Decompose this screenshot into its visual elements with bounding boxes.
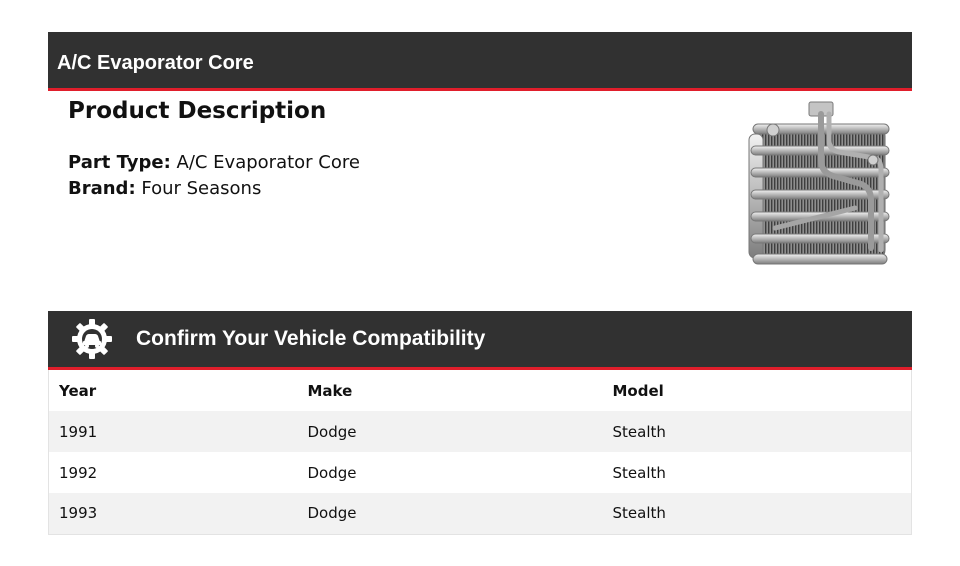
- gear-car-icon: [70, 317, 114, 361]
- table-header-row: [49, 370, 912, 411]
- table-row: [49, 411, 912, 452]
- year-cell: 1991: [59, 422, 98, 441]
- make-cell: Dodge: [307, 463, 357, 482]
- brand-row: [68, 176, 668, 202]
- year-cell: 1992: [59, 463, 98, 482]
- compatibility-table: [48, 370, 912, 535]
- year-cell: 1993: [59, 504, 98, 523]
- model-cell: Stealth: [612, 504, 666, 523]
- part-type-value: A/C Evaporator Core: [176, 152, 360, 173]
- part-type-label: Part Type:: [68, 152, 171, 173]
- compatibility-bar: [48, 311, 912, 370]
- brand-label: Brand:: [68, 178, 136, 199]
- column-header-model: Model: [612, 381, 664, 400]
- table-row: [49, 452, 912, 493]
- column-header-make: Make: [307, 381, 353, 400]
- table-row: [49, 493, 912, 534]
- product-description-heading: Product Description: [68, 98, 327, 124]
- compatibility-title: Confirm Your Vehicle Compatibility: [136, 327, 486, 350]
- model-cell: Stealth: [612, 463, 666, 482]
- brand-value: Four Seasons: [141, 178, 262, 199]
- model-cell: Stealth: [612, 422, 666, 441]
- product-description-section: [68, 96, 668, 202]
- product-title-bar: [48, 32, 912, 91]
- make-cell: Dodge: [307, 422, 357, 441]
- product-image: [735, 100, 907, 272]
- make-cell: Dodge: [307, 504, 357, 523]
- product-title: A/C Evaporator Core: [57, 52, 254, 74]
- part-type-row: [68, 150, 668, 176]
- column-header-year: Year: [59, 381, 97, 400]
